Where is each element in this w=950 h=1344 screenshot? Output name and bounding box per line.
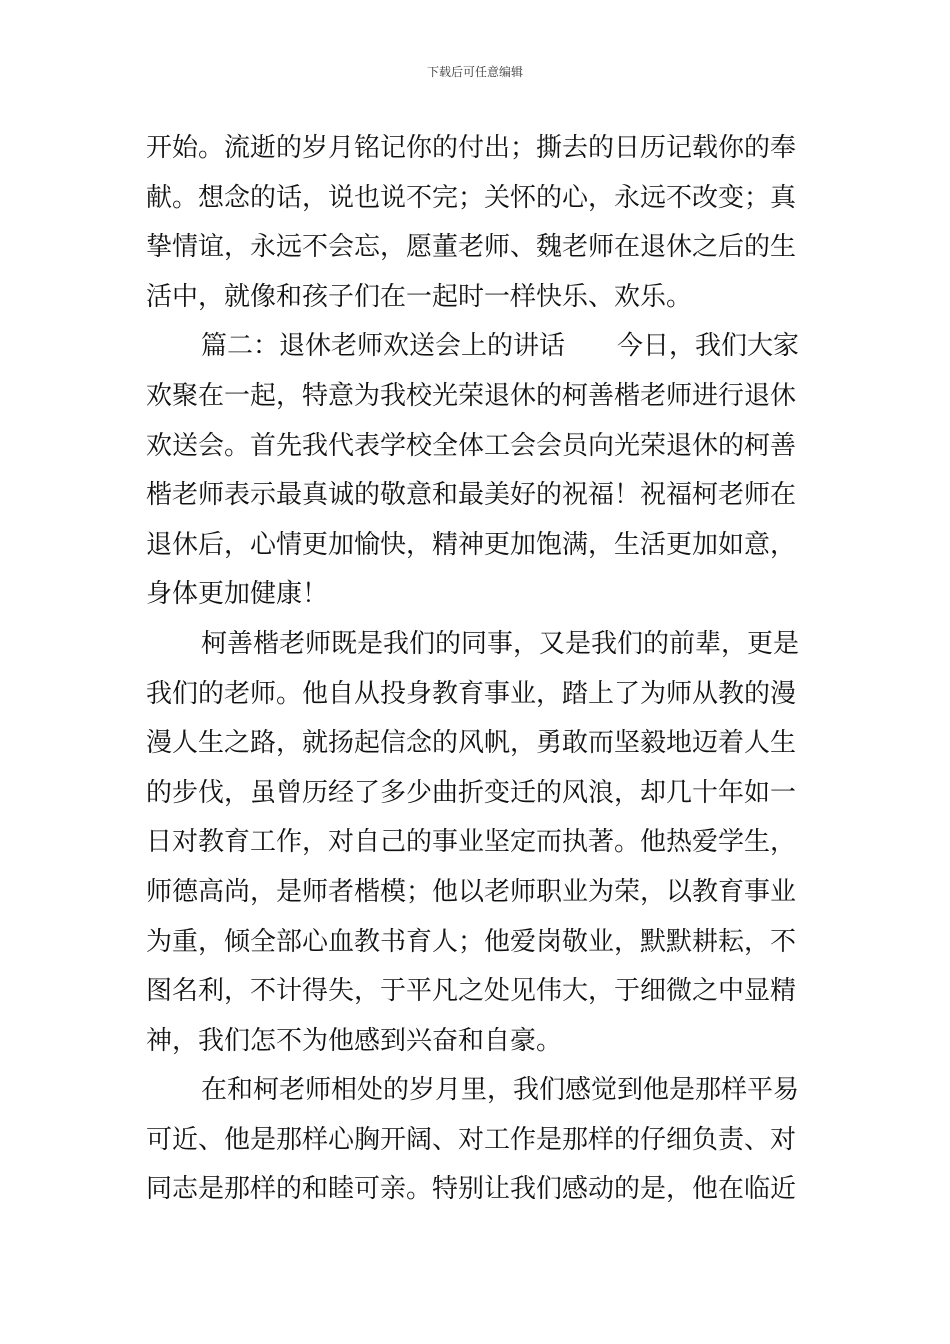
text-line: 我们的老师。他自从投身教育事业，踏上了为师从教的漫 <box>146 678 797 709</box>
text-line: 同志是那样的和睦可亲。特别让我们感动的是，他在临近 <box>146 1174 797 1205</box>
text-line: 献。想念的话，说也说不完；关怀的心，永远不改变；真 <box>146 182 797 213</box>
text-line: 为重，倾全部心血教书育人；他爱岗敬业，默默耕耘，不 <box>146 926 797 957</box>
text-line: 师德高尚，是师者楷模；他以老师职业为荣，以教育事业 <box>146 876 797 907</box>
text-line: 柯善楷老师既是我们的同事，又是我们的前辈，更是 <box>201 628 800 659</box>
text-line: 欢送会。首先我代表学校全体工会会员向光荣退休的柯善 <box>146 430 797 461</box>
text-line: 身体更加健康！ <box>146 579 329 610</box>
text-line: 退休后，心情更加愉快，精神更加饱满，生活更加如意， <box>146 529 797 560</box>
page-header: 下载后可任意编辑 <box>426 65 523 79</box>
text-line: 的步伐，虽曾历经了多少曲折变迁的风浪，却几十年如一 <box>146 777 797 808</box>
text-line: 漫人生之路，就扬起信念的风帆，勇敢而坚毅地迈着人生 <box>146 728 797 759</box>
text-line: 篇二：退休老师欢送会上的讲话 今日，我们大家 <box>201 331 800 362</box>
text-line: 开始。流逝的岁月铭记你的付出；撕去的日历记载你的奉 <box>146 133 797 163</box>
text-line: 挚情谊，永远不会忘，愿董老师、魏老师在退休之后的生 <box>146 232 797 263</box>
text-line: 活中，就像和孩子们在一起时一样快乐、欢乐。 <box>146 281 693 312</box>
text-line: 楷老师表示最真诚的敬意和最美好的祝福！祝福柯老师在 <box>146 480 797 511</box>
text-line: 可近、他是那样心胸开阔、对工作是那样的仔细负责、对 <box>146 1124 797 1155</box>
document-body <box>146 124 810 1215</box>
text-line: 图名利，不计得失，于平凡之处见伟大，于细微之中显精 <box>146 976 797 1007</box>
text-line: 神，我们怎不为他感到兴奋和自豪。 <box>146 1025 563 1056</box>
text-line: 日对教育工作，对自己的事业坚定而执著。他热爱学生， <box>146 827 797 858</box>
text-line: 欢聚在一起，特意为我校光荣退休的柯善楷老师进行退休 <box>146 380 797 411</box>
text-line: 在和柯老师相处的岁月里，我们感觉到他是那样平易 <box>201 1075 800 1106</box>
